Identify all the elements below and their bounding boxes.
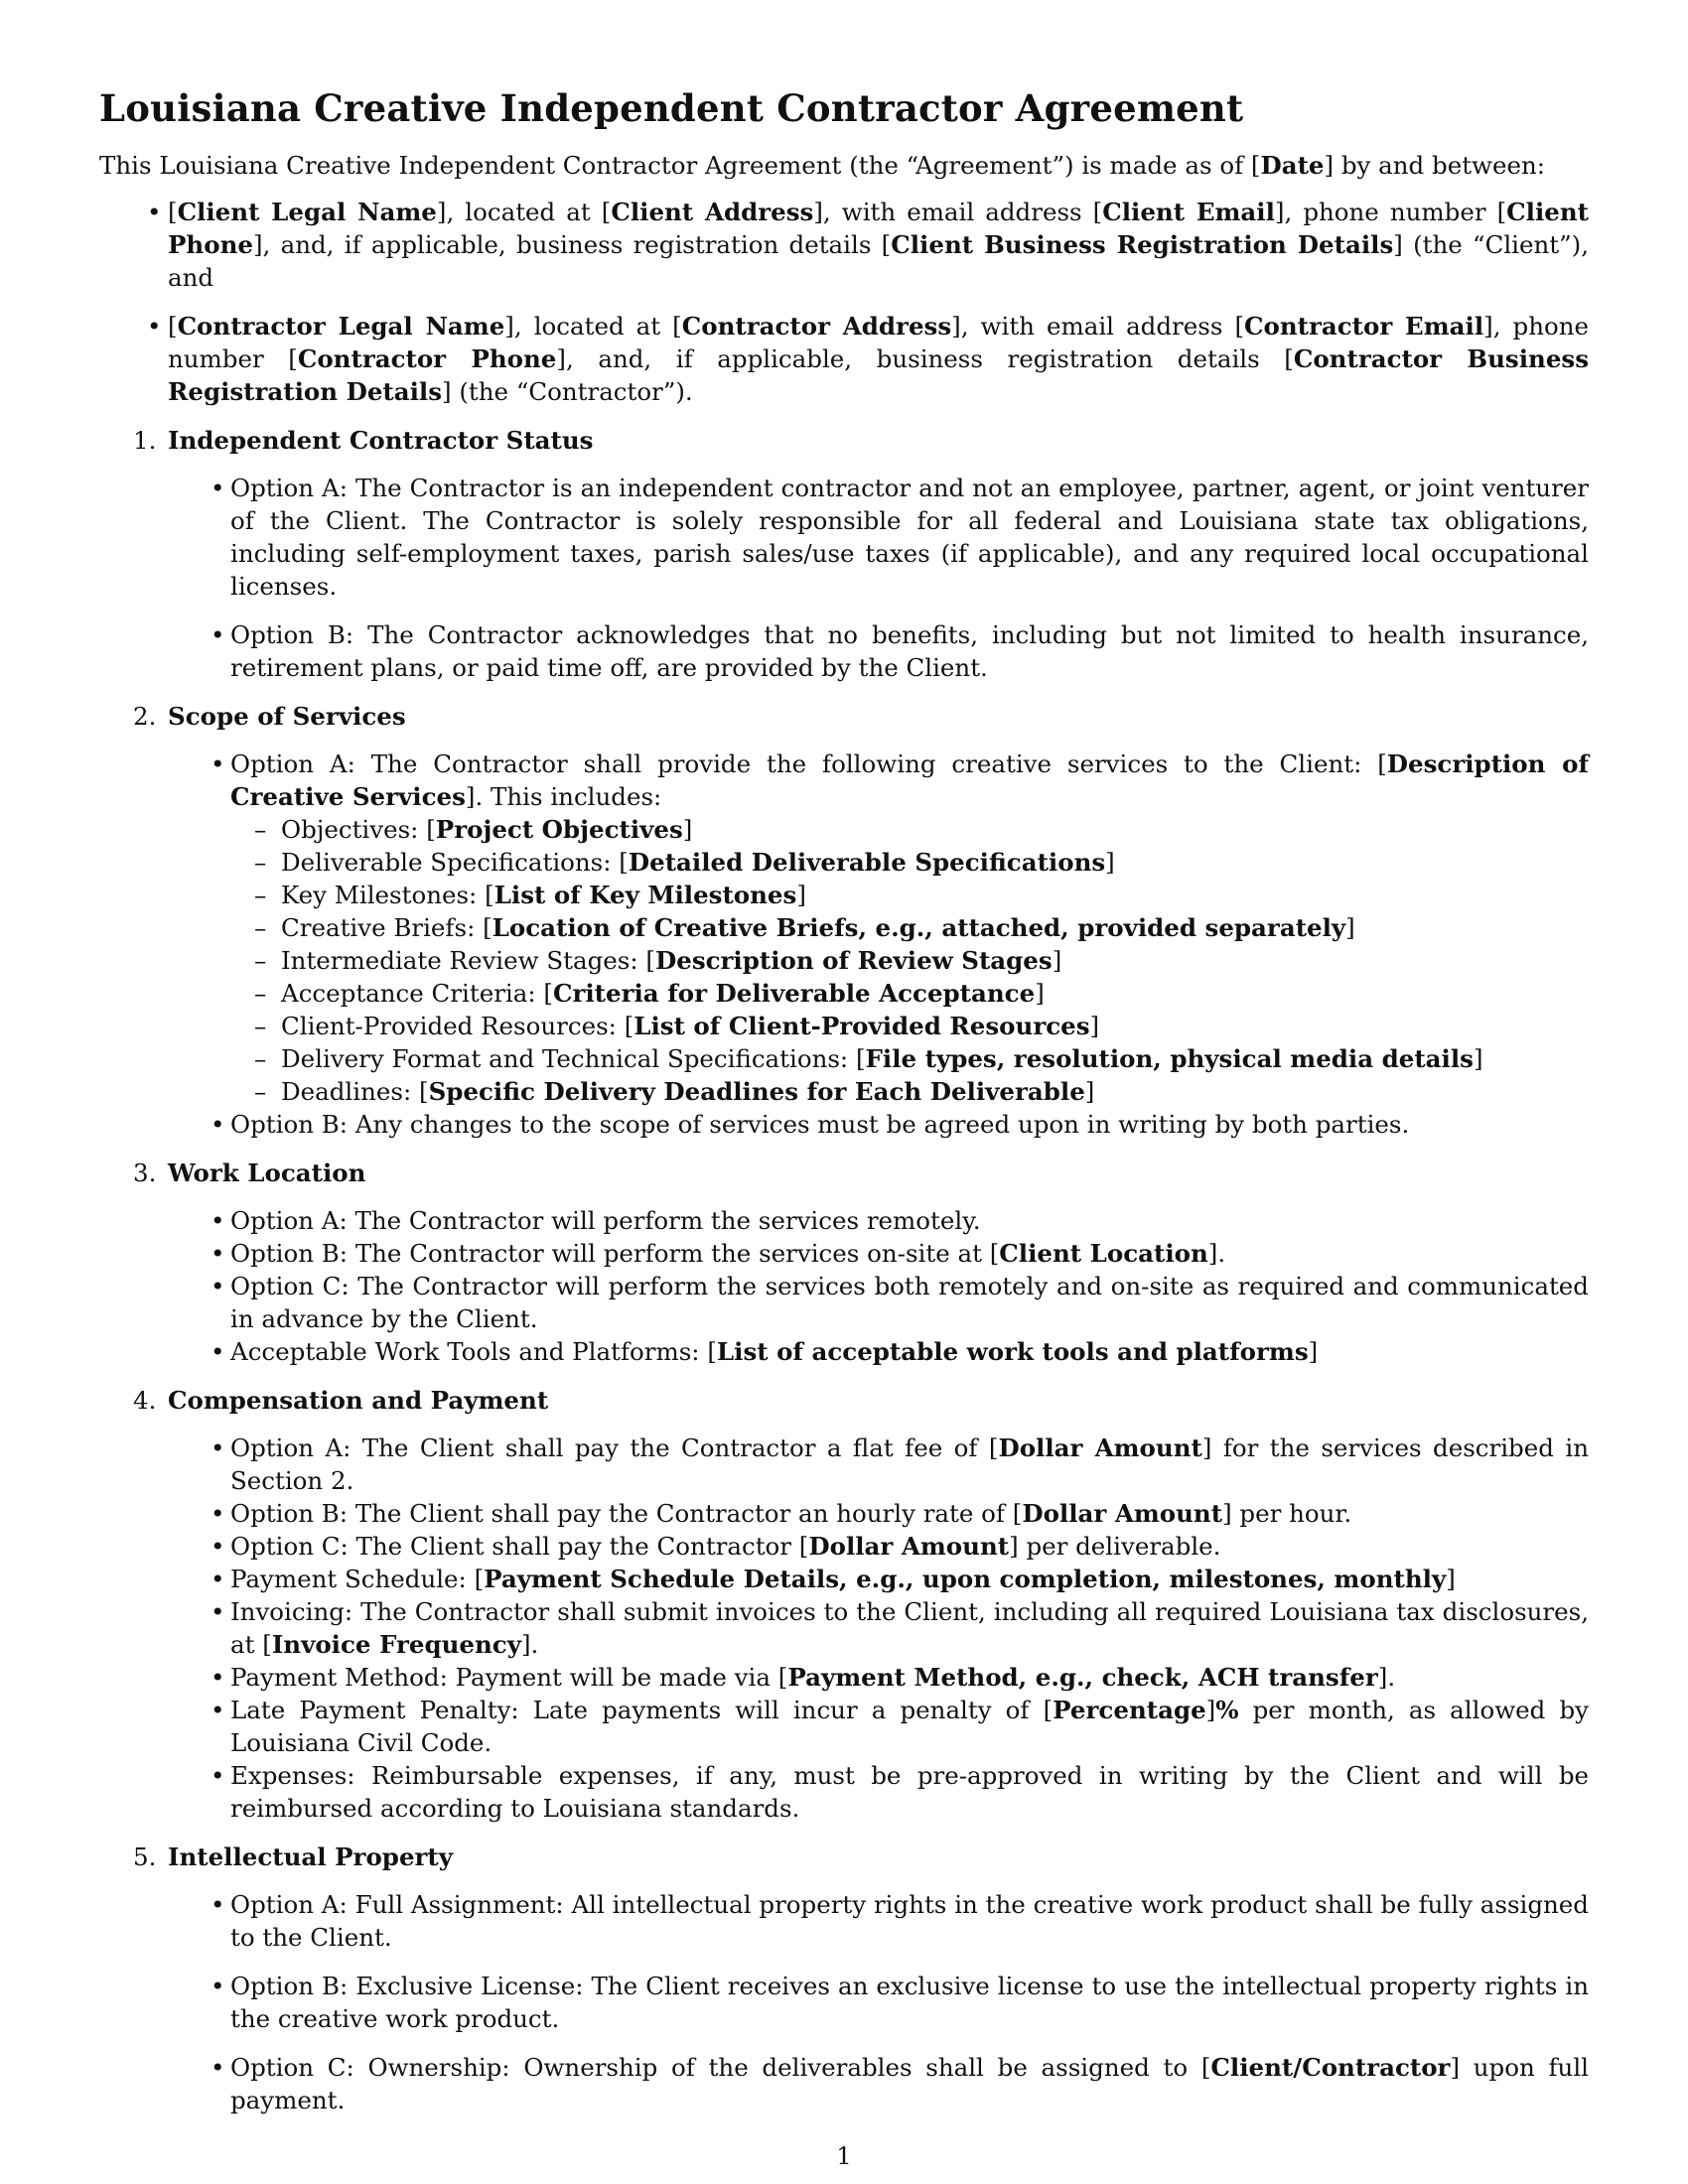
placeholder-field: Detailed Deliverable Specifications [628, 848, 1106, 877]
text-run: Option B: The Client shall pay the Contractor an hourly rate of [ [230, 1499, 1023, 1528]
text-run: ]. This includes: [465, 782, 662, 811]
placeholder-field: Contractor Address [681, 312, 952, 341]
placeholder-field: Specific Delivery Deadlines for Each Deliverable [428, 1077, 1085, 1106]
text-run: ]. [520, 1630, 539, 1659]
option-item [99, 1595, 1589, 1661]
text-run: Client-Provided Resources: [ [281, 1012, 634, 1040]
party-contractor [99, 310, 1589, 408]
text-run: Option C: Ownership: Ownership of the deliverables shall be assigned to [ [230, 2053, 1211, 2082]
placeholder-field: Client Phone [168, 198, 1589, 259]
bullet-icon: • [211, 1532, 225, 1561]
dash-icon: – [254, 1012, 267, 1040]
bullet-icon: • [147, 312, 162, 341]
text-run: Acceptance Criteria: [ [281, 979, 553, 1008]
option-item [99, 1432, 1589, 1497]
bullet-icon: • [211, 1972, 225, 2000]
sub-item [230, 944, 1589, 977]
option-text [230, 1497, 1589, 1530]
dash-icon: – [254, 1044, 267, 1073]
text-run: ] upon full payment. [230, 2053, 1589, 2115]
placeholder-field: Criteria for Deliverable Acceptance [552, 979, 1036, 1008]
section-title: Scope of Services [168, 702, 406, 731]
placeholder-field: Contractor Phone [297, 344, 557, 373]
option-text [230, 1694, 1589, 1759]
placeholder-field: Client Business Registration Details [891, 230, 1394, 259]
option-item [99, 1237, 1589, 1270]
text-run: Acceptable Work Tools and Platforms: [ [230, 1337, 717, 1366]
section-title: Work Location [168, 1159, 366, 1187]
text-run: Payment Schedule: [ [230, 1565, 485, 1593]
option-text [230, 1595, 1589, 1661]
text-run: ] by and between: [1324, 151, 1546, 180]
placeholder-field: Client Location [999, 1239, 1208, 1268]
party-client [99, 196, 1589, 294]
bullet-icon: • [211, 620, 225, 649]
placeholder-field: Date [1260, 151, 1325, 180]
section-title: Intellectual Property [168, 1843, 453, 1871]
option-text [230, 1270, 1589, 1335]
option-item [99, 472, 1589, 603]
text-run: ] [1446, 1565, 1456, 1593]
text-run: per month, as allowed by Louisiana Civil Code. [230, 1696, 1589, 1757]
sub-item [230, 813, 1589, 846]
section-4 [99, 1384, 1589, 1825]
text-run: Expenses: Reimbursable expenses, if any, must be pre-approved in writing by the Client and will be reimbursed according to Louisiana standards. [230, 1761, 1589, 1823]
placeholder-field: File types, resolution, physical media details [865, 1044, 1474, 1073]
placeholder-field: Project Objectives [435, 815, 683, 844]
option-item [99, 1497, 1589, 1530]
text-run: ], with email address [ [951, 312, 1245, 341]
text-run: ], located at [ [436, 198, 612, 226]
text-run: Option B: Any changes to the scope of services must be agreed upon in writing by both parties. [230, 1110, 1410, 1139]
intro-paragraph [99, 149, 1589, 182]
text-run: ], and, if applicable, business registration details [ [252, 230, 892, 259]
placeholder-field: Payment Method, e.g., check, ACH transfer [787, 1663, 1378, 1692]
text-run: Deliverable Specifications: [ [281, 848, 629, 877]
bullet-icon: • [211, 1696, 225, 1724]
placeholder-field: Contractor Email [1244, 312, 1484, 341]
option-item [99, 1204, 1589, 1237]
text-run: ], and, if applicable, business registration details [ [556, 344, 1294, 373]
text-run: Objectives: [ [281, 815, 436, 844]
bullet-icon: • [211, 1663, 225, 1692]
sub-list [230, 813, 1589, 1108]
option-item [99, 1759, 1589, 1825]
option-text [230, 472, 1589, 603]
section-options [99, 472, 1589, 684]
option-text [230, 1888, 1589, 1954]
text-run: Option C: The Client shall pay the Contractor [ [230, 1532, 809, 1561]
option-text [230, 1108, 1589, 1141]
text-run: ], phone number [ [1274, 198, 1507, 226]
placeholder-field: List of acceptable work tools and platforms [716, 1337, 1309, 1366]
bullet-icon: • [211, 1890, 225, 1919]
text-run: ] (the “Client”), and [168, 230, 1589, 292]
text-run: Key Milestones: [ [281, 881, 494, 909]
section-title: Independent Contractor Status [168, 426, 594, 455]
option-item [99, 1661, 1589, 1694]
text-run: [ [168, 198, 178, 226]
sub-item [230, 879, 1589, 911]
section-number: 1. [133, 426, 157, 455]
section-number: 3. [133, 1159, 157, 1187]
sub-item [230, 911, 1589, 944]
placeholder-field: Client Legal Name [177, 198, 437, 226]
placeholder-field: Percentage [1053, 1696, 1206, 1724]
option-text [230, 2051, 1589, 2116]
text-run: ] [1345, 913, 1355, 942]
option-text [230, 1335, 1589, 1368]
bullet-icon: • [211, 1499, 225, 1528]
document-page [99, 85, 1589, 2132]
bullet-icon: • [211, 1239, 225, 1268]
option-text [230, 1661, 1589, 1694]
section-number: 2. [133, 702, 157, 731]
text-run: Option A: The Contractor shall provide the following creative services to the Client: [ [230, 750, 1387, 778]
sub-item [230, 977, 1589, 1010]
placeholder-field: % [1215, 1696, 1239, 1724]
text-run: Option A: The Contractor is an independent contractor and not an employee, partner, agent, or joint venturer of the Client. The Contractor is solely responsible for all federal and Louisiana state tax obligations, including self-employment taxes, parish sales/use taxes (if applicable), and any required local occupational licenses. [230, 474, 1589, 601]
text-run: ] [682, 815, 693, 844]
dash-icon: – [254, 979, 267, 1008]
section-5 [99, 1841, 1589, 2116]
document-title: Louisiana Creative Independent Contractor Agreement [99, 86, 1244, 130]
text-run: ], with email address [ [813, 198, 1103, 226]
text-run: Option A: The Client shall pay the Contractor a flat fee of [ [230, 1433, 999, 1462]
option-text [230, 1237, 1589, 1270]
option-item [99, 1970, 1589, 2035]
text-run: Option B: The Contractor will perform the services on-site at [ [230, 1239, 1000, 1268]
bullet-icon: • [211, 1337, 225, 1366]
section-3 [99, 1157, 1589, 1368]
text-run: Intermediate Review Stages: [ [281, 946, 655, 975]
placeholder-field: List of Client-Provided Resources [633, 1012, 1090, 1040]
option-item [99, 618, 1589, 684]
option-text [230, 1759, 1589, 1825]
text-run: ] [1473, 1044, 1483, 1073]
option-item [99, 1563, 1589, 1595]
option-item [99, 1888, 1589, 1954]
option-text [230, 1432, 1589, 1497]
dash-icon: – [254, 815, 267, 844]
option-item [99, 2051, 1589, 2116]
text-run: ] for the services described in Section 2. [230, 1433, 1589, 1495]
placeholder-field: Client/Contractor [1210, 2053, 1451, 2082]
placeholder-field: Dollar Amount [808, 1532, 1010, 1561]
placeholder-field: Client Email [1102, 198, 1275, 226]
section-2 [99, 700, 1589, 1141]
section-options [99, 1432, 1589, 1825]
placeholder-field: Payment Schedule Details, e.g., upon completion, milestones, monthly [484, 1565, 1447, 1593]
section-options [99, 748, 1589, 1141]
dash-icon: – [254, 848, 267, 877]
bullet-icon: • [211, 1110, 225, 1139]
text-run: This Louisiana Creative Independent Contractor Agreement (the “Agreement”) is made as of [ [99, 151, 1261, 180]
dash-icon: – [254, 1077, 267, 1106]
text-run: ]. [1377, 1663, 1396, 1692]
bullet-icon: • [147, 198, 162, 226]
bullet-icon: • [211, 2053, 225, 2082]
placeholder-field: Location of Creative Briefs, e.g., attached, provided separately [492, 913, 1346, 942]
placeholder-field: Contractor Business Registration Details [168, 344, 1590, 406]
option-item [99, 1270, 1589, 1335]
option-item [99, 1530, 1589, 1563]
option-text [230, 748, 1589, 813]
section-1 [99, 424, 1589, 684]
bullet-icon: • [211, 1761, 225, 1790]
option-item [99, 1694, 1589, 1759]
text-run: Deadlines: [ [281, 1077, 429, 1106]
option-text [230, 1530, 1589, 1563]
section-title: Compensation and Payment [168, 1386, 549, 1415]
text-run: ] per deliverable. [1009, 1532, 1221, 1561]
party-contractor-text [168, 310, 1589, 408]
text-run: Payment Method: Payment will be made via [ [230, 1663, 788, 1692]
sections-list [99, 424, 1589, 2116]
text-run: Invoicing: The Contractor shall submit invoices to the Client, including all required Louisiana tax disclosures, at [ [230, 1597, 1589, 1659]
placeholder-field: Contractor Legal Name [177, 312, 505, 341]
text-run: Creative Briefs: [ [281, 913, 492, 942]
bullet-icon: • [211, 1565, 225, 1593]
text-run: ] [1035, 979, 1045, 1008]
bullet-icon: • [211, 1433, 225, 1462]
option-text [230, 1563, 1589, 1595]
dash-icon: – [254, 913, 267, 942]
option-text [230, 1204, 1589, 1237]
text-run: ] [1205, 1696, 1216, 1724]
text-run: ] [1308, 1337, 1319, 1366]
placeholder-field: Client Address [611, 198, 814, 226]
text-run: Late Payment Penalty: Late payments will incur a penalty of [ [230, 1696, 1054, 1724]
sub-item [230, 1042, 1589, 1075]
section-options [99, 1888, 1589, 2116]
bullet-icon: • [211, 750, 225, 778]
section-options [99, 1204, 1589, 1368]
placeholder-field: Description of Creative Services [230, 750, 1589, 811]
text-run: ] [1052, 946, 1062, 975]
text-run: ], phone number [ [168, 312, 1590, 373]
sub-item [230, 1010, 1589, 1042]
option-text [230, 1970, 1589, 2035]
option-item [99, 1335, 1589, 1368]
option-item [99, 1108, 1589, 1141]
text-run: ] per hour. [1222, 1499, 1352, 1528]
bullet-icon: • [211, 1597, 225, 1626]
party-client-text [168, 196, 1589, 294]
text-run: ] [1084, 1077, 1095, 1106]
text-run: Option B: The Contractor acknowledges that no benefits, including but not limited to health insurance, retirement plans, or paid time off, are provided by the Client. [230, 620, 1589, 682]
section-number: 5. [133, 1843, 157, 1871]
text-run: ], located at [ [504, 312, 682, 341]
text-run: ]. [1207, 1239, 1226, 1268]
text-run: ] [1089, 1012, 1100, 1040]
page-number: 1 [836, 2142, 852, 2170]
parties-list [99, 196, 1589, 408]
option-text [230, 618, 1589, 684]
text-run: [ [168, 312, 178, 341]
dash-icon: – [254, 881, 267, 909]
dash-icon: – [254, 946, 267, 975]
option-item [99, 748, 1589, 1108]
sub-item [230, 846, 1589, 879]
placeholder-field: Description of Review Stages [654, 946, 1053, 975]
text-run: Option C: The Contractor will perform the services both remotely and on-site as required and communicated in advance by the Client. [230, 1272, 1589, 1333]
placeholder-field: List of Key Milestones [493, 881, 797, 909]
section-number: 4. [133, 1386, 157, 1415]
sub-item [230, 1075, 1589, 1108]
placeholder-field: Invoice Frequency [271, 1630, 521, 1659]
text-run: Delivery Format and Technical Specifications: [ [281, 1044, 866, 1073]
text-run: ] [1105, 848, 1115, 877]
bullet-icon: • [211, 1272, 225, 1300]
placeholder-field: Dollar Amount [998, 1433, 1202, 1462]
bullet-icon: • [211, 474, 225, 502]
bullet-icon: • [211, 1206, 225, 1235]
text-run: ] (the “Contractor”). [442, 377, 693, 406]
text-run: ] [796, 881, 806, 909]
text-run: Option B: Exclusive License: The Client receives an exclusive license to use the intellectual property rights in the creative work product. [230, 1972, 1589, 2033]
text-run: Option A: The Contractor will perform the services remotely. [230, 1206, 981, 1235]
placeholder-field: Dollar Amount [1022, 1499, 1223, 1528]
text-run: Option A: Full Assignment: All intellectual property rights in the creative work product shall be fully assigned to the Client. [230, 1890, 1589, 1952]
